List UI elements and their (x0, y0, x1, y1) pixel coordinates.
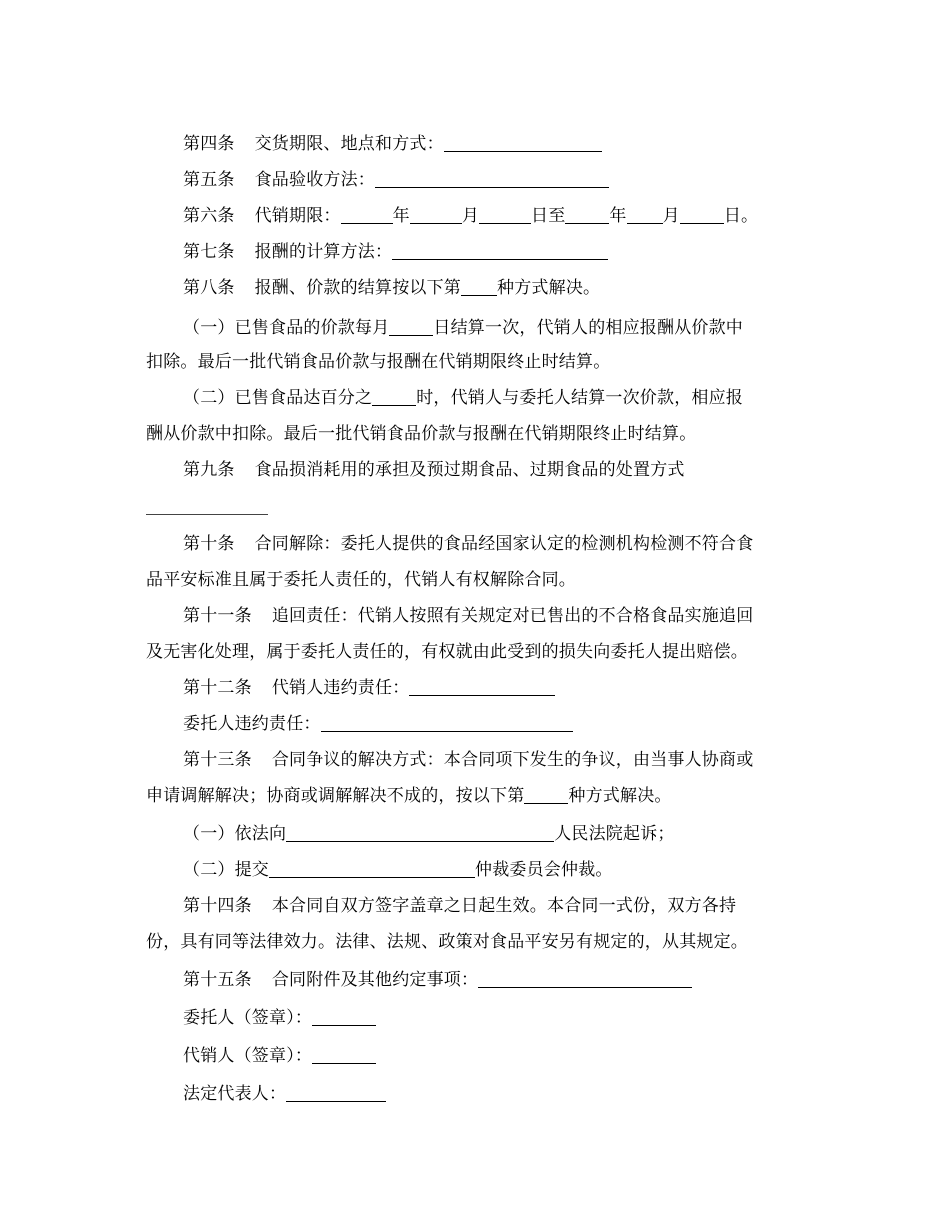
blank-field[interactable] (286, 1101, 386, 1102)
blank-field[interactable] (392, 259, 608, 260)
article-14-line-2: 份，具有同等法律效力。法律、法规、政策对食品平安另有规定的，从其规定。 (146, 932, 748, 952)
article-11-line-2: 及无害化处理，属于委托人责任的，有权就由此受到的损失向委托人提出赔偿。 (146, 642, 748, 662)
blank-field[interactable] (389, 335, 433, 336)
blank-field[interactable] (341, 223, 393, 224)
blank-field[interactable] (312, 1063, 376, 1064)
article-13-line-1: 第十三条 合同争议的解决方式：本合同项下发生的争议，由当事人协商或 (183, 750, 754, 770)
principal-liability: 委托人违约责任： (183, 706, 803, 742)
blank-field[interactable] (375, 187, 609, 188)
blank-field[interactable] (146, 514, 268, 515)
signature-legal-rep: 法定代表人： (183, 1076, 803, 1112)
blank-field[interactable] (565, 223, 609, 224)
blank-field[interactable] (372, 405, 416, 406)
blank-field[interactable] (478, 987, 692, 988)
article-14-line-1: 第十四条 本合同自双方签字盖章之日起生效。本合同一式份，双方各持 (183, 896, 737, 916)
option-1-line-1: （一）已售食品的价款每月 日结算一次，代销人的相应报酬从价款中 (183, 318, 744, 338)
blank-field[interactable] (409, 695, 555, 696)
article-10-line-1: 第十条 合同解除：委托人提供的食品经国家认定的检测机构检测不符合食 (183, 534, 754, 554)
blank-field[interactable] (286, 841, 554, 842)
blank-field[interactable] (321, 731, 573, 732)
article-13-line-2: 申请调解解决；协商或调解解决不成的，按以下第 种方式解决。 (146, 786, 672, 806)
dispute-court: （一）依法向 人民法院起诉； (183, 824, 675, 844)
article-5: 第五条 食品验收方法： (183, 162, 803, 198)
blank-field[interactable] (479, 223, 531, 224)
article-6: 第六条 代销期限： 年 月 日至 年 月 日。 (183, 206, 759, 226)
blank-field[interactable] (410, 223, 462, 224)
blank-field[interactable] (627, 223, 663, 224)
article-7: 第七条 报酬的计算方法： (183, 234, 803, 270)
article-15: 第十五条 合同附件及其他约定事项： (183, 962, 803, 998)
option-1-line-2: 扣除。最后一批代销食品价款与报酬在代销期限终止时结算。 (146, 352, 611, 372)
article-12: 第十二条 代销人违约责任： (183, 670, 803, 706)
article-8: 第八条 报酬、价款的结算按以下第 种方式解决。 (183, 278, 601, 298)
blank-field[interactable] (269, 877, 475, 878)
article-10-line-2: 品平安标准且属于委托人责任的，代销人有权解除合同。 (146, 570, 576, 590)
signature-principal: 委托人（签章）： (183, 1000, 803, 1036)
dispute-arbitration: （二）提交 仲裁委员会仲裁。 (183, 860, 613, 880)
blank-field[interactable] (680, 223, 724, 224)
blank-field[interactable] (312, 1025, 376, 1026)
signature-agent: 代销人（签章）： (183, 1038, 803, 1074)
blank-field[interactable] (444, 151, 602, 152)
article-4: 第四条 交货期限、地点和方式： (183, 126, 803, 162)
article-11-line-1: 第十一条 追回责任：代销人按照有关规定对已售出的不合格食品实施追回 (183, 606, 754, 626)
option-2-line-1: （二）已售食品达百分之 时，代销人与委托人结算一次价款，相应报 (183, 388, 744, 408)
blank-field[interactable] (461, 295, 497, 296)
option-2-line-2: 酬从价款中扣除。最后一批代销食品价款与报酬在代销期限终止时结算。 (146, 424, 697, 444)
article-9: 第九条 食品损消耗用的承担及预过期食品、过期食品的处置方式 (183, 460, 685, 480)
blank-field[interactable] (524, 803, 568, 804)
